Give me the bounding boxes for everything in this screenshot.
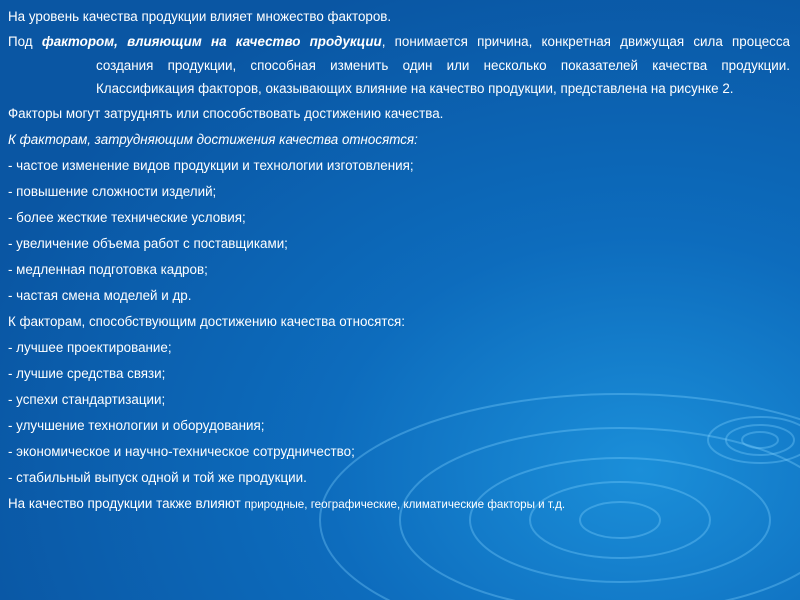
definition-paragraph: Под фактором, влияющим на качество продукции, понимается причина, конкретная движущая сила процесса создания продукции, способная изменить один или несколько показателей качества продукции. Классификация факторов, оказывающих влияние на качество продукции, представлена на рисунке 2.: [8, 34, 790, 96]
list-item: - более жесткие технические условия;: [8, 209, 246, 225]
list-item: - стабильный выпуск одной и той же продукции.: [8, 469, 307, 485]
list-item: - лучшие средства связи;: [8, 365, 166, 381]
list-item: - успехи стандартизации;: [8, 391, 166, 407]
list-item: - улучшение технологии и оборудования;: [8, 417, 265, 433]
list-item: - частая смена моделей и др.: [8, 287, 192, 303]
list-item: - медленная подготовка кадров;: [8, 261, 208, 277]
helping-heading: К факторам, способствующим достижению качества относятся:: [8, 313, 406, 329]
closing-text: На качество продукции также влияют природные, географические, климатические факторы и т.д.: [8, 495, 566, 511]
list-item: - частое изменение видов продукции и технологии изготовления;: [8, 157, 414, 173]
list-item: - увеличение объема работ с поставщиками;: [8, 235, 288, 251]
hindering-heading: К факторам, затрудняющим достижения качества относятся:: [8, 131, 418, 147]
definition-term: фактором, влияющим на качество продукции: [41, 34, 382, 49]
slide-content: [8, 4, 790, 518]
factors-note: Факторы могут затруднять или способствовать достижению качества.: [8, 105, 444, 121]
list-item: - повышение сложности изделий;: [8, 183, 217, 199]
list-item: - экономическое и научно-техническое сотрудничество;: [8, 443, 355, 459]
intro-text: На уровень качества продукции влияет множество факторов.: [8, 9, 392, 24]
list-item: - лучшее проектирование;: [8, 339, 172, 355]
